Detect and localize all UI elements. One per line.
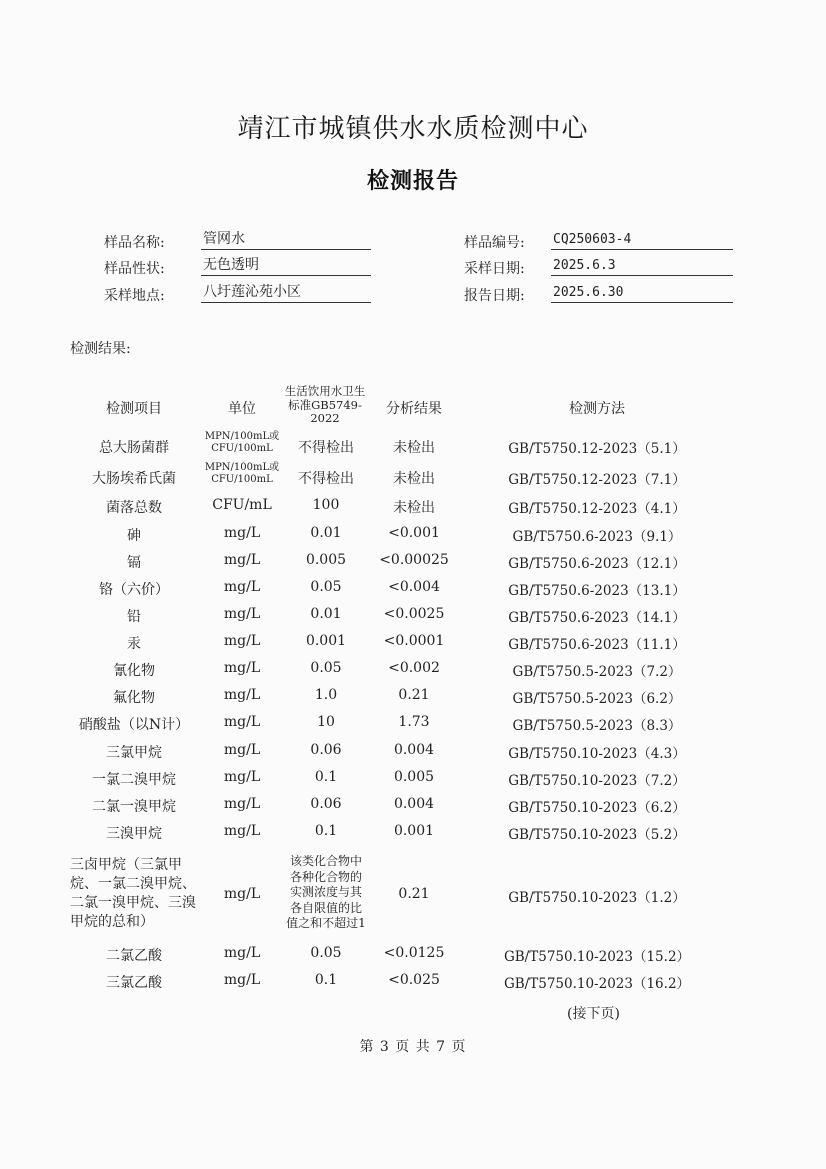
cell-unit: mg/L <box>223 823 261 839</box>
page-footer: 第 3 页 共 7 页 <box>359 1039 467 1055</box>
cell-unit: mg/L <box>223 579 261 595</box>
cell-standard: 0.1 <box>314 972 338 988</box>
report-title: 检测报告 <box>366 168 459 194</box>
cell-result: 1.73 <box>398 714 430 730</box>
cell-method: GB/T5750.10-2023（4.3） <box>508 746 686 762</box>
cell-result: 0.21 <box>398 886 430 902</box>
cell-item: 铅 <box>127 609 141 625</box>
sample-name-label: 样品名称: <box>104 235 165 251</box>
cell-result: 0.005 <box>393 769 435 785</box>
cell-item: 菌落总数 <box>106 500 162 516</box>
cell-item: 大肠埃希氏菌 <box>92 471 176 487</box>
cell-unit: mg/L <box>223 633 261 649</box>
cell-standard: 不得检出 <box>298 440 354 456</box>
cell-standard: 0.01 <box>310 525 342 541</box>
header-unit: 单位 <box>228 401 256 417</box>
cell-unit: mg/L <box>223 972 261 988</box>
cell-method: GB/T5750.10-2023（16.2） <box>503 976 691 992</box>
cell-standard: 0.05 <box>310 660 342 676</box>
cell-result: <0.0025 <box>383 606 445 622</box>
cell-method: GB/T5750.6-2023（12.1） <box>508 556 686 572</box>
sampling-location-label: 采样地点: <box>104 288 165 304</box>
cell-method: GB/T5750.10-2023（5.2） <box>508 827 686 843</box>
cell-unit: mg/L <box>223 945 261 961</box>
cell-method: GB/T5750.5-2023（7.2） <box>512 664 682 680</box>
cell-item: 氟化物 <box>113 690 155 706</box>
cell-item: 三卤甲烷（三氯甲烷、一氯二溴甲烷、二氯一溴甲烷、三溴甲烷的总和） <box>70 857 196 930</box>
cell-unit: mg/L <box>223 796 261 812</box>
cell-unit: mg/L <box>223 606 261 622</box>
cell-result: 未检出 <box>393 471 435 487</box>
header-standard: 生活饮用水卫生标准GB5749-2022 <box>284 384 366 425</box>
sampling-date-value: 2025.6.3 <box>551 256 733 276</box>
sampling-date-label: 采样日期: <box>464 261 525 277</box>
cell-standard: 1.0 <box>314 687 338 703</box>
organization-name: 靖江市城镇供水水质检测中心 <box>237 114 589 144</box>
sampling-location-value: 八圩莲沁苑小区 <box>201 283 371 303</box>
cell-result: <0.0001 <box>383 633 445 649</box>
cell-item: 氰化物 <box>113 663 155 679</box>
cell-standard: 0.05 <box>310 945 342 961</box>
cell-standard: 该类化合物中各种化合物的实测浓度与其各自限值的比值之和不超过1 <box>286 854 366 930</box>
cell-result: 0.004 <box>393 796 435 812</box>
cell-method: GB/T5750.5-2023（6.2） <box>512 691 682 707</box>
cell-result: <0.025 <box>388 972 440 988</box>
cell-item: 硝酸盐（以N计） <box>78 717 190 733</box>
cell-result: <0.00025 <box>379 552 449 568</box>
cell-unit: MPN/100mL或CFU/100mL <box>204 462 280 485</box>
cell-standard: 0.1 <box>314 823 338 839</box>
cell-item: 一氯二溴甲烷 <box>92 772 176 788</box>
sample-id-label: 样品编号: <box>464 235 525 251</box>
header-item: 检测项目 <box>106 401 162 417</box>
cell-unit: mg/L <box>223 742 261 758</box>
cell-unit: MPN/100mL或CFU/100mL <box>204 431 280 454</box>
cell-result: 0.001 <box>393 823 435 839</box>
cell-method: GB/T5750.12-2023（7.1） <box>508 472 686 488</box>
cell-standard: 0.06 <box>310 796 342 812</box>
cell-item: 砷 <box>127 528 141 544</box>
cell-standard: 不得检出 <box>298 471 354 487</box>
header-method: 检测方法 <box>569 401 625 417</box>
cell-method: GB/T5750.12-2023（5.1） <box>508 441 686 457</box>
cell-unit: CFU/mL <box>212 497 272 513</box>
cell-item: 三氯乙酸 <box>106 975 162 991</box>
cell-item: 二氯一溴甲烷 <box>92 799 176 815</box>
cell-item: 总大肠菌群 <box>99 440 169 456</box>
cell-unit: mg/L <box>223 525 261 541</box>
cell-unit: mg/L <box>223 769 261 785</box>
cell-item: 二氯乙酸 <box>106 948 162 964</box>
cell-method: GB/T5750.10-2023（15.2） <box>503 949 691 965</box>
sample-name-value: 管网水 <box>201 230 371 250</box>
cell-result: 未检出 <box>393 500 435 516</box>
cell-method: GB/T5750.10-2023（6.2） <box>508 800 686 816</box>
cell-method: GB/T5750.10-2023（1.2） <box>508 890 686 906</box>
sample-id-value: CQ250603-4 <box>551 230 733 250</box>
cell-standard: 0.1 <box>314 769 338 785</box>
cell-method: GB/T5750.5-2023（8.3） <box>512 718 682 734</box>
cell-unit: mg/L <box>223 687 261 703</box>
cell-item: 三溴甲烷 <box>106 826 162 842</box>
cell-method: GB/T5750.10-2023（7.2） <box>508 773 686 789</box>
report-date-value: 2025.6.30 <box>551 283 733 303</box>
cell-method: GB/T5750.6-2023（14.1） <box>508 610 686 626</box>
cell-result: 0.004 <box>393 742 435 758</box>
cell-unit: mg/L <box>223 552 261 568</box>
cell-item: 镉 <box>127 555 141 571</box>
continued-note: (接下页) <box>567 1006 620 1022</box>
cell-method: GB/T5750.12-2023（4.1） <box>508 501 686 517</box>
cell-result: <0.002 <box>388 660 440 676</box>
cell-result: 0.21 <box>398 687 430 703</box>
report-date-label: 报告日期: <box>464 288 525 304</box>
cell-standard: 100 <box>312 497 340 513</box>
results-label: 检测结果: <box>70 341 131 357</box>
cell-result: <0.004 <box>388 579 440 595</box>
cell-unit: mg/L <box>223 886 261 902</box>
cell-standard: 0.005 <box>305 552 347 568</box>
cell-standard: 0.001 <box>305 633 347 649</box>
sample-state-value: 无色透明 <box>201 256 371 276</box>
cell-item: 三氯甲烷 <box>106 745 162 761</box>
cell-standard: 0.01 <box>310 606 342 622</box>
cell-unit: mg/L <box>223 660 261 676</box>
cell-standard: 10 <box>317 714 335 730</box>
cell-item: 铬（六价） <box>99 582 169 598</box>
cell-standard: 0.05 <box>310 579 342 595</box>
cell-item: 汞 <box>127 636 141 652</box>
cell-unit: mg/L <box>223 714 261 730</box>
cell-result: <0.001 <box>388 525 440 541</box>
header-result: 分析结果 <box>386 401 442 417</box>
cell-standard: 0.06 <box>310 742 342 758</box>
cell-method: GB/T5750.6-2023（13.1） <box>508 583 686 599</box>
cell-method: GB/T5750.6-2023（11.1） <box>508 637 686 653</box>
cell-result: 未检出 <box>393 440 435 456</box>
sample-state-label: 样品性状: <box>104 261 165 277</box>
cell-result: <0.0125 <box>383 945 445 961</box>
cell-method: GB/T5750.6-2023（9.1） <box>512 529 682 545</box>
